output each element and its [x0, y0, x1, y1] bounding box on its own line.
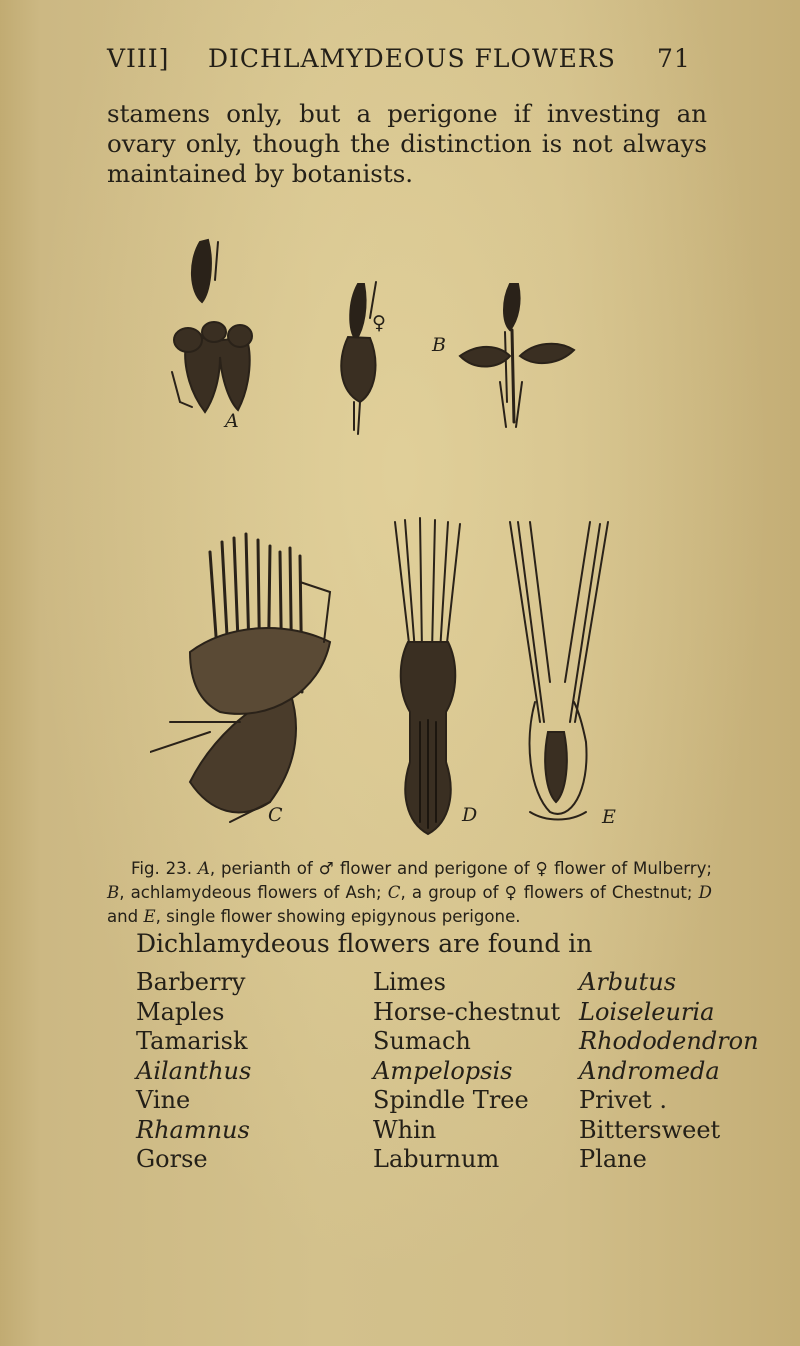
plant-name: Barberry: [136, 968, 246, 996]
figure-caption: [107, 857, 712, 929]
caption-letter-e: E: [143, 907, 156, 926]
plant-column-2: [373, 968, 560, 1175]
caption-and: and: [107, 907, 139, 926]
plant-name: Loiseleuria: [579, 997, 715, 1026]
plant-column-3: [579, 968, 759, 1175]
caption-letter-b: B: [107, 883, 120, 902]
plant-name: Gorse: [136, 1145, 208, 1173]
figure-a-mulberry-perianth: [172, 240, 252, 412]
caption-text-c: , a group of ♀ flowers of Chestnut;: [400, 883, 693, 902]
running-head: [0, 44, 800, 80]
plant-name: Ailanthus: [136, 1056, 252, 1085]
figure-illustration: [150, 222, 660, 842]
plant-name: Tamarisk: [136, 1027, 248, 1055]
plant-name: Andromeda: [579, 1056, 720, 1085]
figure-c-chestnut-flowers: [150, 534, 330, 822]
figure-e-flower-outline: [510, 522, 608, 820]
caption-text-e: , single flower showing epigynous perigone.: [155, 907, 521, 926]
figure-b-ash-flowers: [460, 284, 574, 427]
chapter-title: DICHLAMYDEOUS FLOWERS: [208, 44, 616, 73]
caption-fig-number: Fig. 23.: [131, 859, 193, 878]
figure-label-female-sign: ♀: [372, 312, 386, 334]
figure-d-epigynous-flower: [395, 518, 460, 834]
caption-letter-a: A: [197, 859, 210, 878]
plant-name: Laburnum: [373, 1145, 500, 1173]
plant-name: Privet .: [579, 1086, 667, 1114]
plant-name: Vine: [136, 1086, 191, 1114]
figure-label-a: A: [225, 410, 239, 432]
page-number: 71: [657, 44, 691, 73]
plant-name: Ampelopsis: [373, 1056, 513, 1085]
plant-name: Rhododendron: [579, 1027, 759, 1055]
figure-a-female-flower: [341, 282, 376, 434]
plant-name: Arbutus: [579, 968, 677, 996]
plant-name: Maples: [136, 997, 225, 1026]
caption-text-a: , perianth of ♂ flower and perigone of ♀ flower of Mulberry;: [209, 859, 712, 878]
caption-letter-d: D: [698, 883, 712, 902]
intro-paragraph: stamens only, but a perigone if investing an ovary only, though the distinction is not always maintained by botanists.: [107, 99, 707, 188]
caption-letter-c: C: [387, 883, 401, 902]
plant-name: Bittersweet: [579, 1115, 721, 1144]
plant-name: Sumach: [373, 1027, 471, 1055]
figure-label-b: B: [432, 334, 446, 356]
plant-name: Plane: [579, 1145, 647, 1173]
figure-label-d: D: [462, 804, 478, 826]
figure-label-c: C: [268, 804, 283, 826]
figure-23: [150, 222, 660, 842]
caption-text-b: , achlamydeous flowers of Ash;: [119, 883, 382, 902]
plant-name: Horse-chestnut: [373, 997, 561, 1026]
plant-name: Rhamnus: [136, 1115, 250, 1144]
plant-name: Whin: [373, 1115, 437, 1144]
figure-label-e: E: [602, 806, 616, 828]
list-intro: Dichlamydeous flowers are found in: [136, 929, 593, 958]
plant-column-1: [136, 968, 251, 1175]
plant-name: Limes: [373, 968, 446, 996]
chapter-number: VIII]: [107, 44, 170, 73]
plant-name: Spindle Tree: [373, 1086, 529, 1114]
